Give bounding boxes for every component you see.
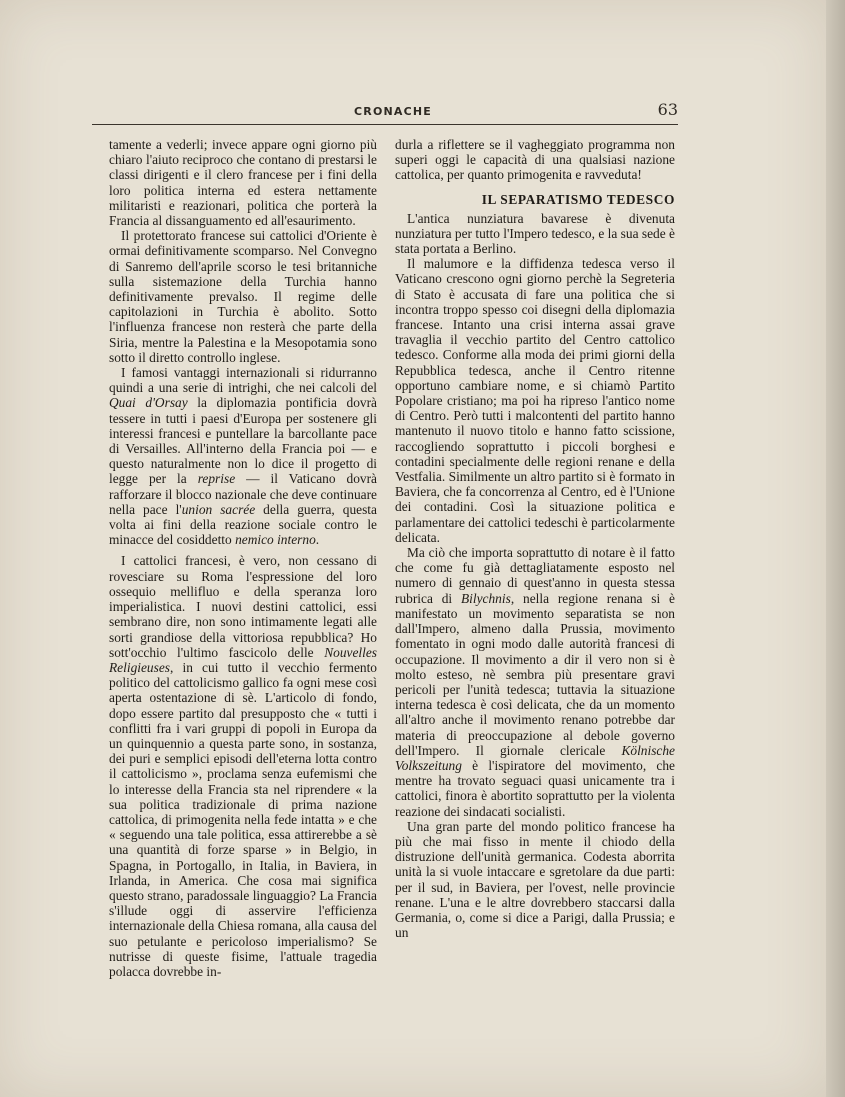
italic-term: Nouvelles Religieuses (109, 644, 377, 675)
section-heading: IL SEPARATISMO TEDESCO (481, 191, 675, 207)
italic-term: Bilychnis (460, 590, 511, 606)
text-run: Ma ciò che importa soprattutto di notare è il fatto che come fu già dettagliatamente esposto nel numero di gennaio di quest'anno in questa stessa rubrica di (395, 545, 675, 606)
italic-term: nemico interno (235, 532, 316, 548)
paragraph: Il malumore e la diffidenza tedesca verso il Vaticano crescono ogni giorno perchè la Segreteria di Stato è accusata di fare una politica che si incontra troppo spesso coi disegni della diplomazia francese. Intanto una crisi interna assai grave travaglia il vecchio partito del Centro cattolico tedesco. Conforme alla moda dei primi giorni della Repubblica tedesca, anche il Centro ritenne opportuno cambiare nome, e si chiamò Partito Popolare cristiano; ma poi ha ripreso l'antico nome di Centro. Però tutti i malcontenti del partito hanno mantenuto il nuovo titolo e hanno fatto scissione, raccogliendo soprattutto i piccoli borghesi e contadini specialmente delle regioni renane e della Vestfalia. Similmente un altro partito si è formato in Baviera, che fa concorrenza al Centro, ed è l'Unione dei contadini. Così la situazione politica e parlamentare dei cattolici tedeschi è particolarmente delicata. (395, 256, 675, 545)
text-run: è l'ispiratore del movimento, che mentre ha trovato seguaci quasi unicamente tra i cattolici, finora è abortito soprattutto per la violenta reazione dei sindacati socialisti. (395, 757, 675, 819)
text-run: , nella regione renana si è manifestato un movimento separatista se non dall'Impero, almeno dalla Prussia, movimento fomentato in ogni modo dalle autorità francesi di occupazione. Il movimento a dir il vero non si è molto esteso, nè sembra più presentare gravi pericoli per l'unità tedesca; tuttavia la situazione interna tedesca è così delicata, che da un momento all'altro anche il movimento renano potrebbe dar materia di preoccupazione al debole governo dell'Impero. Il giornale clericale (395, 590, 675, 758)
italic-term: Quai d'Orsay (109, 395, 188, 411)
running-title: CRONACHE (354, 105, 433, 118)
italic-term: union sacrée (181, 501, 256, 517)
paragraph: Una gran parte del mondo politico francese ha più che mai fisso in mente il chiodo della distruzione dell'unità germanica. Codesta aborrita unità la si vuole intaccare e sgretolare da due parti: per il sud, in Baviera, per l'ovest, nelle provincie renane. L'una e le altre dovrebbero staccarsi dalla Germania, o, come si dice a Parigi, dalla Prussia; e un (395, 818, 675, 941)
left-column (109, 137, 377, 979)
paragraph (109, 365, 377, 547)
page-edge (826, 0, 845, 1097)
paragraph: durla a riflettere se il vagheggiato programma non superi oggi le capacità di una qualsiasi nazione cattolica, per quanto primogenita e ravveduta! (395, 137, 675, 183)
paragraph (109, 553, 377, 979)
text-run: della guerra, questa volta ai fini della reazione sociale contro le minacce del cosiddetto (109, 501, 377, 548)
right-column (395, 137, 675, 940)
text-run: la diplomazia pontificia dovrà tessere in tutti i paesi d'Europa per sostenere gli interessi francesi e puntellare la barcollante pace di Versailles. All'interno della Francia poi — e questo naturalmente non lo dice il progetto di legge per la (109, 395, 377, 487)
italic-term: Kölnische Volkszeitung (395, 742, 675, 773)
text-run: I famosi vantaggi internazionali si ridurranno quindi a una serie di intrighi, che nei calcoli del (109, 365, 377, 396)
text-run: , in cui tutto il vecchio fermento politico del cattolicismo gallico fa ogni mese così aperta ostentazione di sè. L'articolo di fondo, dopo essere partito dal presupposto che « tutti i conflitti fra i vari gruppi di popoli in Europa da un quinquennio a questa parte sono, in sostanza, dei puri e semplici episodi dell'eterna lotta contro il cattolicismo », proclama senza eufemismi che lo interesse della Francia sta nel riprendere « la sua politica tradizionale di prima nazione cattolica, di primogenita nella fede intatta » e che « seguendo una tale politica, essa attirerebbe a sè una quantità di forze sparse » in Belgio, in Spagna, in Portogallo, in Italia, in Baviera, in Irlanda, in America. Che cosa mai significa questo strano, paradossale linguaggio? La Francia s'illude oggi di asservire l'efficienza internazionale della Chiesa romana, alla causa del suo petulante e pericoloso imperialismo? Se nutrisse di queste fisime, l'attuale tragedia polacca dovrebbe in- (109, 659, 377, 979)
text-run: — il Vaticano dovrà rafforzare il blocco nazionale che deve continuare nella pace l' (109, 471, 377, 517)
italic-term: reprise (197, 471, 236, 487)
paragraph: L'antica nunziatura bavarese è divenuta nunziatura per tutto l'Impero tedesco, e la sua sede è stata portata a Berlino. (395, 210, 675, 257)
paragraph (395, 545, 675, 819)
paragraph: tamente a vederli; invece appare ogni giorno più chiaro l'aiuto reciproco che contano di prestarsi le classi dirigenti e il clero francese per i fini della loro politica interna ed estera nettamente militaristi e reazionari, politica che porterà la Francia al dissanguamento ed all'esaurimento. (109, 137, 377, 229)
page-header (92, 100, 678, 125)
page-number: 63 (657, 100, 678, 119)
paragraph: Il protettorato francese sui cattolici d'Oriente è ormai definitivamente scomparso. Nel Convegno di Sanremo dell'aprile scorso le tesi britanniche sulla sistemazione della Turchia hanno definitivamente prevalso. Il regime delle capitolazioni in Turchia è abolito. Sotto l'influenza francese non resterà che parte della Siria, mentre la Palestina e la Mesopotamia sono sotto il diretto controllo inglese. (109, 228, 377, 365)
text-run: I cattolici francesi, è vero, non cessano di rovesciare su Roma l'espressione del loro ossequio mellifluo e della speranza loro imperialistica. I nuovi destini cattolici, essi sembrano dire, non sono intimamente legati alle sorti grandiose della vittoriosa repubblica? Ho sott'occhio l'ultimo fascicolo delle (109, 553, 377, 660)
text-run: . (315, 532, 320, 548)
